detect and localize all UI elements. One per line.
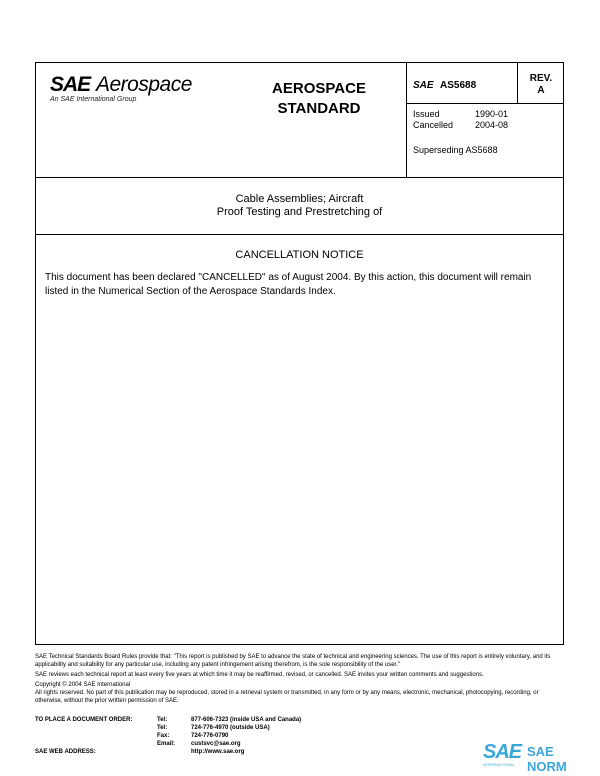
watermark-norm: SAE NORM xyxy=(527,744,567,774)
sae-norm-watermark xyxy=(483,741,593,774)
footer-legal xyxy=(35,653,565,707)
cancellation-body: This document has been declared "CANCELLED" as of August 2004. By this action, this document will remain listed in the Numerical Section of the Aerospace Standards Index. xyxy=(45,272,532,297)
tel-label: Tel: xyxy=(157,717,168,723)
watermark-tiny: INTERNATIONAL xyxy=(483,762,515,767)
watermark-sae: SAE xyxy=(483,741,522,763)
tel2-value: 724-776-4970 (outside USA) xyxy=(191,725,270,731)
issued-value: 1990-01 xyxy=(475,109,509,119)
footer-copyright: Copyright © 2004 SAE International xyxy=(35,682,131,688)
fax-label: Fax: xyxy=(157,733,170,739)
cancelled-label: Cancelled xyxy=(413,120,454,130)
aerospace-logo-text: Aerospace xyxy=(96,73,192,96)
fax-value: 724-776-0790 xyxy=(191,733,229,739)
document-title-line2: Proof Testing and Prestretching of xyxy=(216,206,383,218)
order-label: TO PLACE A DOCUMENT ORDER: xyxy=(35,717,133,723)
title-line2: STANDARD xyxy=(277,100,361,117)
cancellation-heading: CANCELLATION NOTICE xyxy=(235,249,364,261)
cancelled-value: 2004-08 xyxy=(475,120,509,130)
document-title xyxy=(36,177,563,235)
logo-area xyxy=(36,63,232,177)
footer-review: SAE reviews each technical report at least every five years at which time it may be reaffirmed, revised, or cancelled. SAE invites your written comments and suggestions. xyxy=(35,672,484,678)
footer-rules: SAE Technical Standards Board Rules provide that: "This report is published by SAE to advance the state of technical and engineering sciences. The use of this report is entirely voluntary, and its applicability and suitability for any particular use, including any patent infringement arising therefrom, is the sole responsibility of the user." xyxy=(35,654,551,668)
standard-title-area xyxy=(232,63,406,177)
web-label: SAE WEB ADDRESS: xyxy=(35,749,96,755)
rev-label: REV. xyxy=(529,73,553,84)
issued-label: Issued xyxy=(413,109,440,119)
logo-subtitle: An SAE International Group xyxy=(50,96,137,103)
document-header xyxy=(36,63,563,178)
revision-box xyxy=(517,63,564,104)
sae-logo: SAE xyxy=(50,73,91,96)
web-value: http://www.sae.org xyxy=(191,749,245,755)
document-number-area xyxy=(406,63,518,177)
footer-rights: All rights reserved. No part of this publication may be reproduced, stored in a retrieval system or transmitted, in any form or by any means, electronic, mechanical, photocopying, recording, or otherwise, without the prior written permission of SAE. xyxy=(35,690,539,704)
sae-small-logo: SAE xyxy=(413,80,434,91)
document-number: AS5688 xyxy=(440,80,477,91)
document-frame xyxy=(35,62,564,645)
document-title-line1: Cable Assemblies; Aircraft xyxy=(235,193,364,205)
email-value: custsvc@sae.org xyxy=(191,741,241,747)
title-line1: AEROSPACE xyxy=(272,80,366,97)
dates-block xyxy=(413,109,508,131)
rev-value: A xyxy=(537,85,545,96)
tel-value: 877-606-7323 (inside USA and Canada) xyxy=(191,717,302,723)
email-label: Email: xyxy=(157,741,176,747)
tel2-label: Tel: xyxy=(157,725,168,731)
superseding-text: Superseding AS5688 xyxy=(413,145,498,155)
